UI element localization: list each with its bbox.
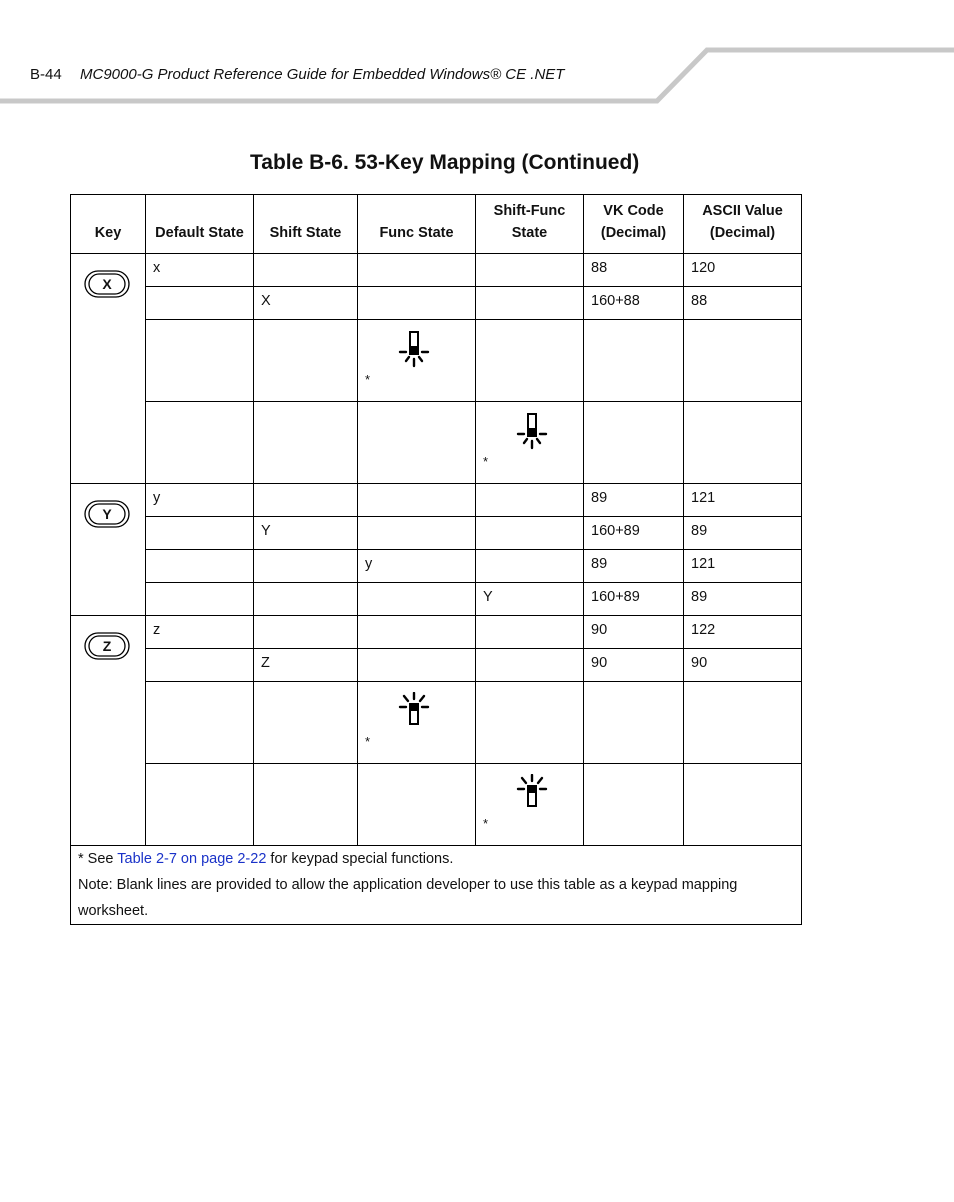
func-state-cell bbox=[358, 320, 476, 402]
ascii-value-cell bbox=[684, 402, 802, 484]
key-z-icon bbox=[84, 632, 130, 660]
table-row bbox=[71, 616, 802, 649]
shift-state-cell bbox=[254, 764, 358, 846]
footnote-marker: * bbox=[365, 734, 371, 749]
shift-func-state-cell bbox=[476, 254, 584, 287]
ascii-value-cell: 120 bbox=[684, 254, 802, 287]
vk-code-cell bbox=[584, 682, 684, 764]
table-footer-row bbox=[71, 846, 802, 925]
shift-state-cell bbox=[254, 484, 358, 517]
shift-func-state-cell bbox=[476, 402, 584, 484]
shift-func-state-cell bbox=[476, 320, 584, 402]
shift-state-cell bbox=[254, 616, 358, 649]
page-number: B-44 bbox=[30, 66, 62, 83]
shift-state-cell bbox=[254, 583, 358, 616]
ascii-value-cell: 89 bbox=[684, 583, 802, 616]
column-header-ascii-value: ASCII Value (Decimal) bbox=[684, 195, 802, 254]
table-row bbox=[71, 484, 802, 517]
default-state-cell bbox=[146, 682, 254, 764]
default-state-cell bbox=[146, 517, 254, 550]
shift-func-state-cell: Y bbox=[476, 583, 584, 616]
table-row bbox=[71, 517, 802, 550]
shift-state-cell: Z bbox=[254, 649, 358, 682]
default-state-cell bbox=[146, 649, 254, 682]
vk-code-cell: 160+88 bbox=[584, 287, 684, 320]
vk-code-cell bbox=[584, 764, 684, 846]
see-reference: * See Table 2-7 on page 2-22 for keypad special functions. bbox=[78, 851, 454, 867]
column-header-shift-func-state: Shift-Func State bbox=[476, 195, 584, 254]
table-2-7-link[interactable]: Table 2-7 on page 2-22 bbox=[117, 851, 267, 867]
ascii-value-cell: 121 bbox=[684, 550, 802, 583]
func-state-cell: y bbox=[358, 550, 476, 583]
column-header-vk-code: VK Code (Decimal) bbox=[584, 195, 684, 254]
func-state-cell bbox=[358, 649, 476, 682]
ascii-value-cell: 121 bbox=[684, 484, 802, 517]
vk-code-cell: 90 bbox=[584, 616, 684, 649]
footnote-marker: * bbox=[483, 454, 489, 469]
ascii-value-cell bbox=[684, 682, 802, 764]
table-row bbox=[71, 287, 802, 320]
func-state-cell bbox=[358, 764, 476, 846]
default-state-cell bbox=[146, 287, 254, 320]
table-header-row bbox=[71, 195, 802, 254]
shift-state-cell bbox=[254, 682, 358, 764]
func-state-cell bbox=[358, 616, 476, 649]
column-header-func-state: Func State bbox=[358, 195, 476, 254]
default-state-cell bbox=[146, 550, 254, 583]
default-state-cell bbox=[146, 764, 254, 846]
key-y-icon bbox=[84, 500, 130, 528]
shift-func-state-cell bbox=[476, 616, 584, 649]
shift-func-state-cell bbox=[476, 682, 584, 764]
key-cell bbox=[71, 616, 146, 846]
table-row bbox=[71, 649, 802, 682]
key-mapping-table bbox=[70, 194, 802, 925]
func-state-cell bbox=[358, 287, 476, 320]
func-state-cell bbox=[358, 402, 476, 484]
table-row bbox=[71, 320, 802, 402]
column-header-key: Key bbox=[71, 195, 146, 254]
func-state-cell bbox=[358, 484, 476, 517]
vk-code-cell: 160+89 bbox=[584, 583, 684, 616]
ascii-value-cell: 90 bbox=[684, 649, 802, 682]
table-row bbox=[71, 254, 802, 287]
table-title: Table B-6. 53-Key Mapping (Continued) bbox=[250, 151, 640, 174]
shift-state-cell bbox=[254, 320, 358, 402]
ascii-value-cell: 88 bbox=[684, 287, 802, 320]
table-row bbox=[71, 402, 802, 484]
key-cell bbox=[71, 254, 146, 484]
key-x-icon bbox=[84, 270, 130, 298]
vk-code-cell bbox=[584, 402, 684, 484]
default-state-cell bbox=[146, 583, 254, 616]
ascii-value-cell bbox=[684, 764, 802, 846]
table-row bbox=[71, 764, 802, 846]
func-state-cell bbox=[358, 254, 476, 287]
key-label: Y bbox=[102, 506, 112, 522]
ascii-value-cell: 122 bbox=[684, 616, 802, 649]
vk-code-cell: 89 bbox=[584, 484, 684, 517]
shift-func-state-cell bbox=[476, 764, 584, 846]
shift-func-state-cell bbox=[476, 484, 584, 517]
table-row bbox=[71, 682, 802, 764]
column-header-shift-state: Shift State bbox=[254, 195, 358, 254]
func-state-cell bbox=[358, 517, 476, 550]
table-row bbox=[71, 583, 802, 616]
vk-code-cell: 88 bbox=[584, 254, 684, 287]
default-state-cell: z bbox=[146, 616, 254, 649]
default-state-cell bbox=[146, 402, 254, 484]
footnote-marker: * bbox=[365, 372, 371, 387]
shift-state-cell: Y bbox=[254, 517, 358, 550]
vk-code-cell: 160+89 bbox=[584, 517, 684, 550]
vk-code-cell: 89 bbox=[584, 550, 684, 583]
shift-state-cell bbox=[254, 550, 358, 583]
footnote-marker: * bbox=[483, 816, 489, 831]
shift-state-cell bbox=[254, 402, 358, 484]
shift-func-state-cell bbox=[476, 649, 584, 682]
default-state-cell: x bbox=[146, 254, 254, 287]
func-state-cell bbox=[358, 583, 476, 616]
column-header-default-state: Default State bbox=[146, 195, 254, 254]
ascii-value-cell bbox=[684, 320, 802, 402]
key-label: X bbox=[102, 276, 112, 292]
worksheet-note: Note: Blank lines are provided to allow the application developer to use this table as a keypad mapping worksheet. bbox=[78, 877, 738, 919]
vk-code-cell: 90 bbox=[584, 649, 684, 682]
shift-func-state-cell bbox=[476, 287, 584, 320]
key-cell bbox=[71, 484, 146, 616]
shift-func-state-cell bbox=[476, 550, 584, 583]
shift-func-state-cell bbox=[476, 517, 584, 550]
table-row bbox=[71, 550, 802, 583]
default-state-cell: y bbox=[146, 484, 254, 517]
key-label: Z bbox=[102, 638, 112, 654]
shift-state-cell bbox=[254, 254, 358, 287]
guide-title: MC9000-G Product Reference Guide for Embedded Windows® CE .NET bbox=[80, 66, 565, 83]
table-footnote bbox=[71, 846, 802, 925]
shift-state-cell: X bbox=[254, 287, 358, 320]
func-state-cell bbox=[358, 682, 476, 764]
default-state-cell bbox=[146, 320, 254, 402]
vk-code-cell bbox=[584, 320, 684, 402]
ascii-value-cell: 89 bbox=[684, 517, 802, 550]
page-header-bar bbox=[0, 0, 954, 110]
